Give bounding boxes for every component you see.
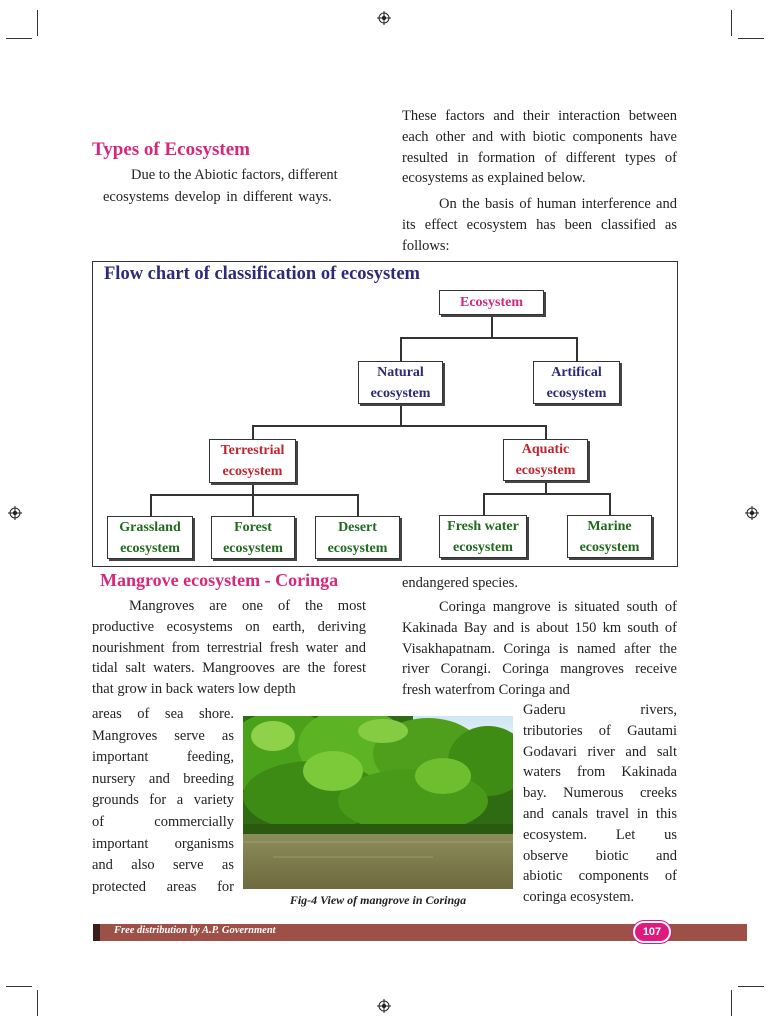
page-number: 107	[633, 921, 671, 943]
mangrove-photo	[243, 716, 513, 889]
crop-mark	[37, 990, 38, 1016]
flowchart-title: Flow chart of classification of ecosystem	[104, 264, 420, 284]
connector	[545, 425, 547, 439]
connector	[400, 404, 402, 426]
connector	[491, 316, 493, 338]
wrapped-text-line: waters from Kakinada	[523, 764, 677, 781]
wrapped-text-line: and also serve as	[92, 857, 234, 874]
wrapped-text-line: areas of sea shore.	[92, 706, 234, 722]
wrapped-text-line: grounds for a variety	[92, 792, 234, 809]
node-terrestrial-ecosystem: Terrestrial ecosystem	[209, 439, 296, 483]
connector	[252, 425, 546, 427]
connector	[357, 494, 359, 516]
crop-mark	[731, 990, 732, 1016]
wrapped-text-line: coringa ecosystem.	[523, 889, 635, 906]
coringa-wrap-right	[523, 700, 677, 908]
coringa-paragraph: Coringa mangrove is situated south of Kakinada Bay and is about 150 km south of Visakhapatnam. Coringa is named after the river Corangi. Coringa mangroves receive fresh waterfrom Coringa and	[402, 599, 677, 699]
connector	[483, 493, 610, 495]
node-ecosystem: Ecosystem	[439, 290, 544, 315]
crop-mark	[37, 10, 38, 36]
wrapped-text-line: Mangroves serve as	[92, 727, 234, 744]
endangered-line: endangered species.	[402, 575, 518, 591]
connector	[609, 493, 611, 515]
wrapped-text-line: tributories of Gautami	[523, 722, 677, 739]
node-freshwater-ecosystem: Fresh water ecosystem	[439, 515, 527, 558]
footer-text: Free distribution by A.P. Government	[114, 925, 276, 936]
crop-mark	[738, 38, 764, 39]
registration-mark-icon	[377, 999, 391, 1013]
wrapped-text-line: protected areas for	[92, 878, 234, 895]
connector	[400, 337, 577, 339]
crop-mark	[731, 10, 732, 36]
wrapped-text-line: nursery and breeding	[92, 770, 234, 787]
figure-caption: Fig-4 View of mangrove in Coringa	[289, 893, 467, 907]
connector	[400, 337, 402, 361]
registration-mark-icon	[745, 506, 759, 520]
node-forest-ecosystem: Forest ecosystem	[211, 516, 295, 559]
wrapped-text-line: important organisms	[92, 835, 234, 852]
crop-mark	[6, 986, 32, 987]
connector	[252, 494, 254, 516]
intro-line-1: Due to the Abiotic factors, different	[131, 167, 338, 183]
factors-paragraph: These factors and their interaction between each other and with biotic components have resulted in formation of different types of ecosystems as explained below.	[402, 108, 677, 187]
connector	[150, 494, 152, 516]
wrapped-text-line: of commercially	[92, 813, 234, 830]
node-artificial-ecosystem: Artifical ecosystem	[533, 361, 620, 404]
node-natural-ecosystem: Natural ecosystem	[358, 361, 443, 404]
wrapped-text-line: Godavari river and salt	[523, 743, 677, 760]
wrapped-text-line: important feeding,	[92, 749, 234, 766]
wrapped-text-line: abiotic components of	[523, 868, 677, 885]
footer-accent	[93, 924, 100, 941]
wrapped-text-line: Gaderu rivers,	[523, 702, 677, 718]
crop-mark	[6, 38, 32, 39]
wrapped-text-line: observe biotic and	[523, 847, 677, 864]
mangrove-heading: Mangrove ecosystem - Coringa	[100, 570, 339, 590]
wrapped-text-line: and canals travel in this	[523, 805, 677, 822]
section-heading: Types of Ecosystem	[92, 139, 250, 160]
node-aquatic-ecosystem: Aquatic ecosystem	[503, 439, 588, 481]
connector	[576, 337, 578, 361]
wrapped-text-line: bay. Numerous creeks	[523, 785, 677, 802]
node-marine-ecosystem: Marine ecosystem	[567, 515, 652, 558]
mangrove-wrap-left	[92, 704, 234, 898]
crop-mark	[738, 986, 764, 987]
mangrove-paragraph-left: Mangroves are one of the most productive ecosystems on earth, deriving nourishment from terrestrial fresh water and tidal salt waters. Mangrooves are the forest that grow in back waters low depth	[92, 598, 366, 698]
connector	[150, 494, 358, 496]
right-column-text	[402, 106, 677, 257]
registration-mark-icon	[8, 506, 22, 520]
classification-paragraph: On the basis of human interference and its effect ecosystem has been classified as follows:	[402, 196, 677, 254]
connector	[252, 425, 254, 439]
registration-mark-icon	[377, 11, 391, 25]
node-desert-ecosystem: Desert ecosystem	[315, 516, 400, 559]
node-grassland-ecosystem: Grassland ecosystem	[107, 516, 193, 559]
connector	[483, 493, 485, 515]
wrapped-text-line: ecosystem. Let us	[523, 826, 677, 843]
intro-line-2: ecosystems develop in different ways.	[103, 189, 332, 205]
